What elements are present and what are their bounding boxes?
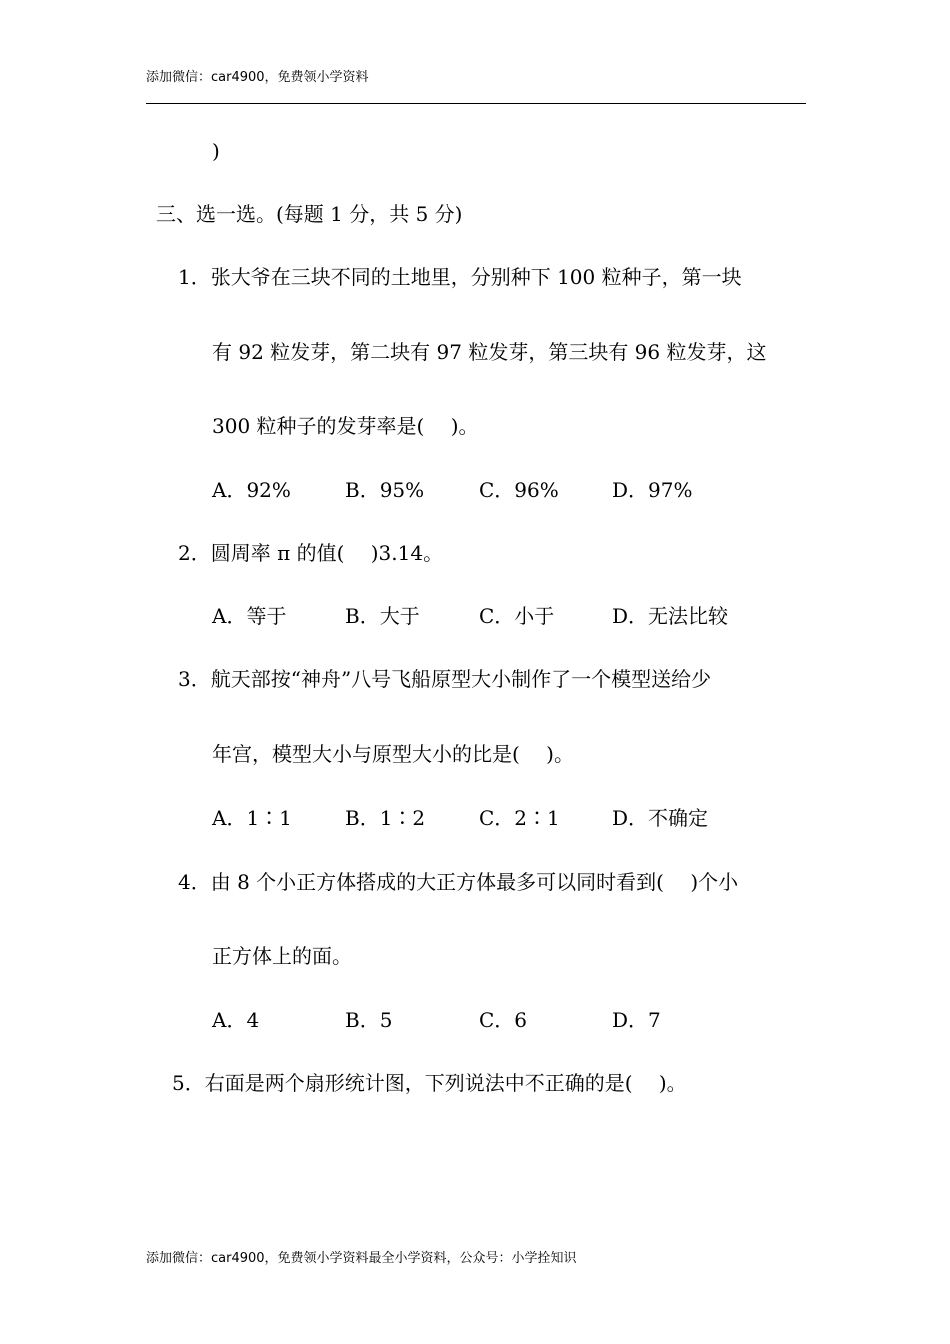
question-1-line-3: 300 粒种子的发芽率是( )。 <box>212 414 479 438</box>
footer-text: 添加微信：car4900，免费领小学资料最全小学资料，公众号：小学拴知识 <box>146 1251 577 1266</box>
question-2-option-a: A．等于 <box>212 604 287 628</box>
question-3-option-d: D．不确定 <box>612 806 709 830</box>
question-3-line-2: 年宫，模型大小与原型大小的比是( )。 <box>212 742 574 766</box>
question-1-line-2: 有 92 粒发芽，第二块有 97 粒发芽，第三块有 96 粒发芽，这 <box>212 340 767 364</box>
question-1-option-c: C．96% <box>479 478 559 502</box>
question-4-option-c: C．6 <box>479 1008 528 1032</box>
question-4-option-d: D．7 <box>612 1008 661 1032</box>
question-2-option-d: D．无法比较 <box>612 604 729 628</box>
question-3-line-1: 3．航天部按“神舟”八号飞船原型大小制作了一个模型送给少 <box>178 667 712 691</box>
question-3-option-c: C．2∶1 <box>479 806 560 830</box>
question-1-option-d: D．97% <box>612 478 693 502</box>
question-4-option-a: A．4 <box>212 1008 260 1032</box>
header-divider <box>146 103 806 104</box>
section-title: 三、选一选。(每题 1 分，共 5 分) <box>156 202 463 226</box>
question-1-line-1: 1．张大爷在三块不同的土地里，分别种下 100 粒种子，第一块 <box>178 265 742 289</box>
previous-question-tail: ) <box>212 139 220 163</box>
question-4-line-2: 正方体上的面。 <box>212 944 352 968</box>
question-1-option-a: A．92% <box>212 478 291 502</box>
question-4-line-1: 4．由 8 个小正方体搭成的大正方体最多可以同时看到( )个小 <box>178 870 739 894</box>
question-1-option-b: B．95% <box>345 478 425 502</box>
question-2-option-c: C．小于 <box>479 604 555 628</box>
question-3-option-b: B．1∶2 <box>345 806 426 830</box>
question-2-option-b: B．大于 <box>345 604 420 628</box>
question-4-option-b: B．5 <box>345 1008 393 1032</box>
header-text: 添加微信：car4900，免费领小学资料 <box>146 70 369 85</box>
question-3-option-a: A．1∶1 <box>212 806 292 830</box>
question-2-line-1: 2．圆周率 π 的值( )3.14。 <box>178 541 444 565</box>
question-5-line-1: 5．右面是两个扇形统计图，下列说法中不正确的是( )。 <box>172 1071 687 1095</box>
